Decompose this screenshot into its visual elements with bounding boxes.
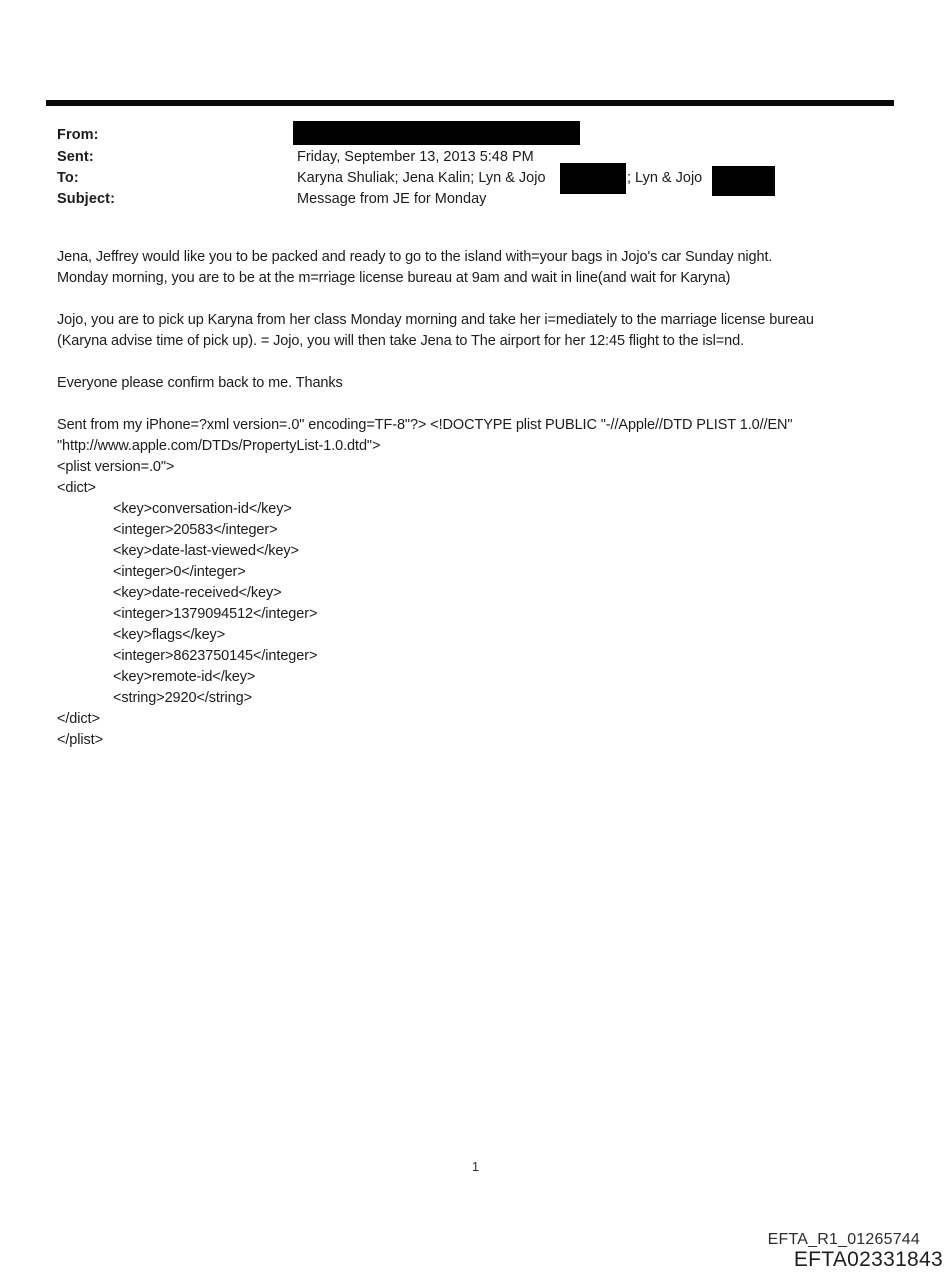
body-line-blank: [57, 352, 917, 373]
sent-value: Friday, September 13, 2013 5:48 PM: [297, 149, 534, 165]
body-line: Sent from my iPhone=?xml version=.0" encoding=TF-8"?> <!DOCTYPE plist PUBLIC "-//Apple//DTD PLIST 1.0//EN": [57, 417, 793, 433]
plist-line: <integer>0</integer>: [113, 564, 246, 580]
body-line: </dict>: [57, 711, 100, 727]
body-line: </plist>: [57, 732, 103, 748]
plist-line: <integer>8623750145</integer>: [113, 648, 318, 664]
header-row-sent: [57, 148, 917, 166]
bates-number-r1: EFTA_R1_01265744: [767, 1231, 920, 1248]
header-divider-rule: [46, 100, 894, 106]
from-label: From:: [57, 127, 99, 143]
header-row-to: [57, 169, 917, 187]
body-line-blank: [57, 394, 917, 415]
redaction-box-from-address: [293, 121, 580, 145]
page-number: 1: [471, 1159, 480, 1174]
body-line: "http://www.apple.com/DTDs/PropertyList-1.0.dtd">: [57, 438, 381, 454]
plist-line: <key>remote-id</key>: [113, 669, 256, 685]
body-line: <plist version=.0">: [57, 459, 175, 475]
body-line: Monday morning, you are to be at the m=rriage license bureau at 9am and wait in line(and wait for Karyna): [57, 270, 731, 286]
plist-line: <integer>20583</integer>: [113, 522, 278, 538]
email-body: [57, 247, 917, 751]
plist-line: <key>date-last-viewed</key>: [113, 543, 299, 559]
body-line: <dict>: [57, 480, 96, 496]
sent-label: Sent:: [57, 149, 94, 165]
to-value-part2: ; Lyn & Jojo: [627, 170, 703, 186]
body-line: Jena, Jeffrey would like you to be packed and ready to go to the island with=your bags in Jojo's car Sunday night.: [57, 249, 773, 265]
plist-line: <key>conversation-id</key>: [113, 501, 292, 517]
subject-value: Message from JE for Monday: [297, 191, 487, 207]
body-line: (Karyna advise time of pick up). = Jojo, you will then take Jena to The airport for her 12:45 flight to the isl=nd.: [57, 333, 745, 349]
to-value-part1: Karyna Shuliak; Jena Kalin; Lyn & Jojo: [297, 170, 546, 186]
bates-number-efta: EFTA02331843: [793, 1248, 943, 1271]
plist-line: <string>2920</string>: [113, 690, 252, 706]
header-row-subject: [57, 190, 917, 208]
plist-line: <integer>1379094512</integer>: [113, 606, 318, 622]
body-line: Everyone please confirm back to me. Thanks: [57, 375, 343, 391]
subject-label: Subject:: [57, 191, 115, 207]
to-label: To:: [57, 170, 79, 186]
plist-line: <key>date-received</key>: [113, 585, 282, 601]
plist-line: <key>flags</key>: [113, 627, 226, 643]
body-line-blank: [57, 289, 917, 310]
body-line: Jojo, you are to pick up Karyna from her class Monday morning and take her i=mediately to the marriage license bureau: [57, 312, 814, 328]
